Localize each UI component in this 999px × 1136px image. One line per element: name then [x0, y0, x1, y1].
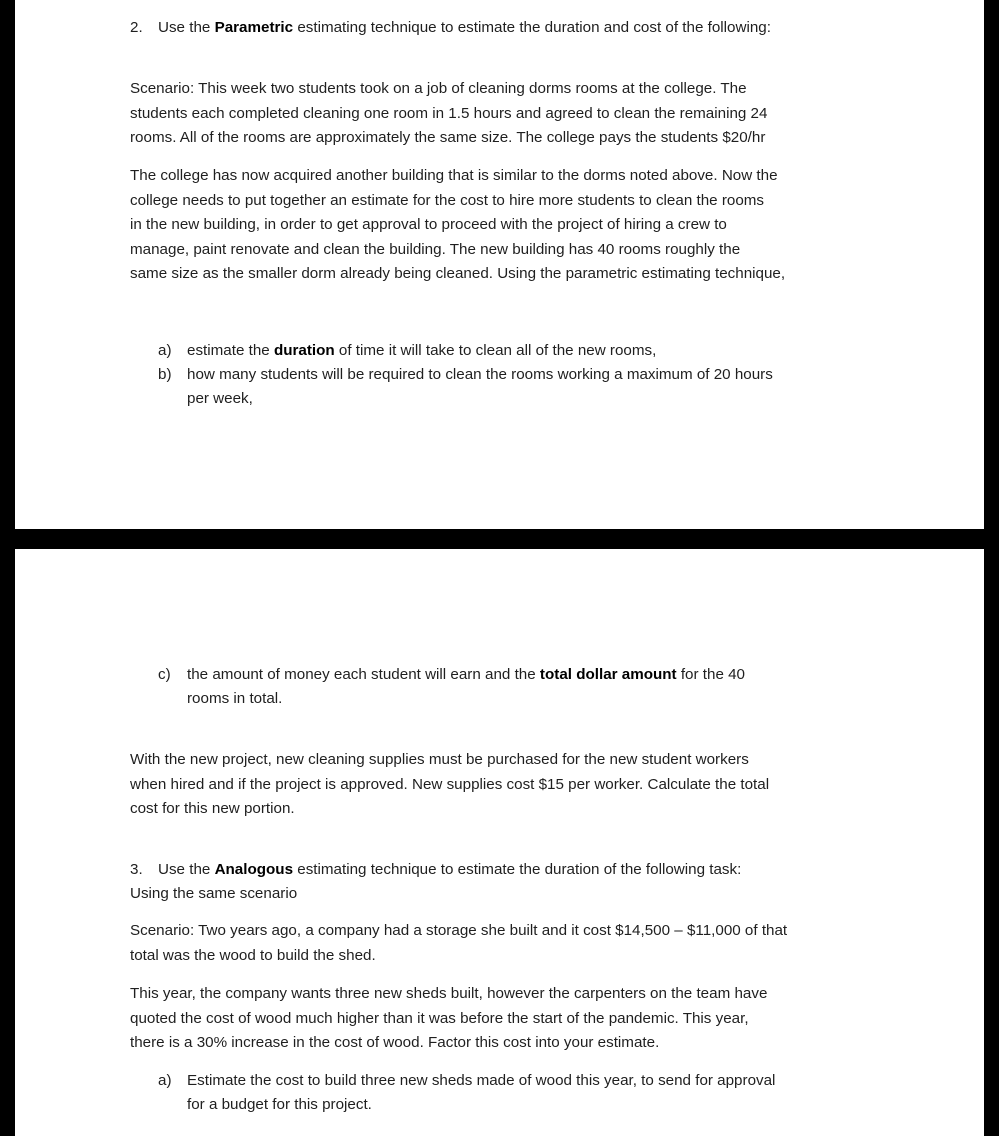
question-3-intro [158, 860, 741, 880]
item-a2-marker: a) [158, 1072, 172, 1089]
item-a-pre: estimate the [187, 342, 274, 359]
question-2-number: 2. [130, 19, 143, 36]
question-3-number: 3. [130, 861, 143, 878]
supplies-line: cost for this new portion. [130, 800, 295, 818]
scenario-paragraph [130, 77, 767, 151]
item-b-line-1: how many students will be required to clean the rooms working a maximum of 20 hours [187, 366, 773, 383]
wood-increase-line: This year, the company wants three new sheds built, however the carpenters on the team have [130, 985, 768, 1002]
scenario-line: Scenario: This week two students took on a job of cleaning dorms rooms at the college. The [130, 80, 747, 97]
scenario-line: students each completed cleaning one room in 1.5 hours and agreed to clean the remaining 24 [130, 104, 768, 122]
context-line: The college has now acquired another building that is similar to the dorms noted above. Now the [130, 167, 778, 184]
item-a-post: of time it will take to clean all of the new rooms, [334, 342, 657, 359]
wood-increase-paragraph [130, 982, 767, 1056]
item-a2-line-1: Estimate the cost to build three new sheds made of wood this year, to send for approval [187, 1072, 776, 1089]
document-page-1 [15, 0, 984, 529]
item-a-text [187, 341, 656, 361]
question-2-technique: Parametric [214, 19, 294, 36]
context-line: in the new building, in order to get approval to proceed with the project of hiring a crew to [130, 216, 727, 234]
item-c-pre: the amount of money each student will earn and the [187, 666, 540, 683]
item-a-bold: duration [273, 342, 335, 359]
scenario-line: rooms. All of the rooms are approximately the same size. The college pays the students $20/hr [130, 129, 766, 147]
item-a-marker: a) [158, 342, 172, 359]
item-c-line-2: rooms in total. [187, 690, 283, 707]
item-b-marker: b) [158, 366, 172, 383]
supplies-line: when hired and if the project is approved. New supplies cost $15 per worker. Calculate the total [130, 775, 770, 793]
item-b-line-2: per week, [187, 390, 253, 407]
supplies-line: With the new project, new cleaning supplies must be purchased for the new student workers [130, 751, 749, 768]
context-line: manage, paint renovate and clean the building. The new building has 40 rooms roughly the [130, 240, 741, 258]
wood-increase-line: there is a 30% increase in the cost of wood. Factor this cost into your estimate. [130, 1034, 660, 1052]
question-3-intro-post: estimating technique to estimate the duration of the following task: [293, 861, 742, 878]
question-3-intro-pre: Use the [158, 861, 215, 878]
question-3-line-2: Using the same scenario [130, 885, 298, 902]
scenario-2-paragraph [130, 919, 787, 968]
item-c-line-1 [187, 665, 745, 685]
wood-increase-line: quoted the cost of wood much higher than it was before the start of the pandemic. This year, [130, 1009, 749, 1027]
item-c-marker: c) [158, 666, 171, 683]
question-3-technique: Analogous [214, 861, 294, 878]
document-page-2 [15, 549, 984, 1136]
context-line: college needs to put together an estimate for the cost to hire more students to clean the rooms [130, 191, 765, 209]
question-2-intro-pre: Use the [158, 19, 215, 36]
question-2-intro [158, 18, 771, 38]
supplies-paragraph [130, 748, 769, 822]
scenario-2-line: total was the wood to build the shed. [130, 946, 376, 964]
scenario-2-line: Scenario: Two years ago, a company had a storage she built and it cost $14,500 – $11,000 of that [130, 922, 788, 939]
item-c-bold: total dollar amount [539, 666, 677, 683]
item-a2-line-2: for a budget for this project. [187, 1096, 372, 1113]
question-2-intro-post: estimating technique to estimate the duration and cost of the following: [293, 19, 771, 36]
context-paragraph [130, 164, 785, 287]
item-c-post: for the 40 [676, 666, 745, 683]
context-line: same size as the smaller dorm already being cleaned. Using the parametric estimating technique, [130, 265, 786, 283]
